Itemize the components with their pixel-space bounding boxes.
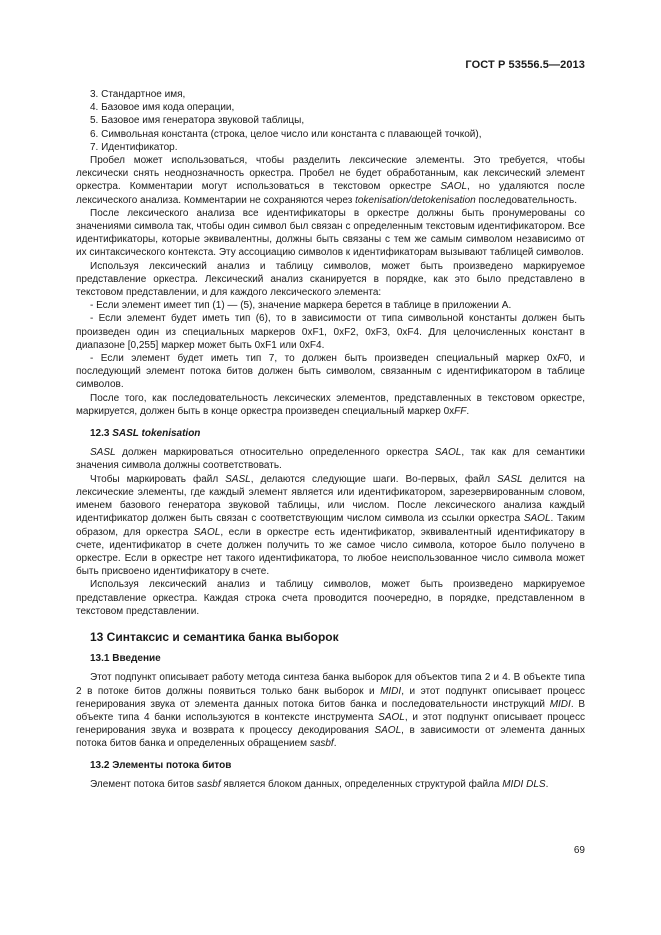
list-item: 7. Идентификатор. <box>90 141 178 153</box>
section-heading-13: 13 Синтаксис и семантика банка выборок <box>90 629 339 644</box>
rule-item: - Если элемент будет иметь тип 7, то должен быть произведен специальный маркер 0xF0, и последующий элемент потока битов должен быть символом, связанным с идентификатором в таблице символов. <box>76 353 585 391</box>
list-item: 6. Символьная константа (строка, целое число или константа с плавающей точкой), <box>90 128 482 140</box>
paragraph-sasl-3: Используя лексический анализ и таблицу символов, может быть произведено маркируемое представление оркестра. Каждая строка счета проводится поочередно, в порядке, представленном в текстовом представлении. <box>76 579 585 617</box>
list-item: 5. Базовое имя генератора звуковой таблицы, <box>90 115 305 127</box>
paragraph-introduction: Этот подпункт описывает работу метода синтеза банка выборок для объектов типа 2 и 4. В объекте типа 2 в потоке битов должны появиться только банк выборок и MIDI, и этот подпункт описывает процесс генерирования звука от элемента данных потока битов банка и последовательности инструкций MIDI. В объекте типа 4 банки используются в контексте инструмента SAOL, и этот подпункт описывает процесс генерирования звука и возврата к процессу декодирования SAOL, в зависимости от элемента данных потока битов банка и определенных обращением sasbf. <box>76 672 585 750</box>
list-item: 4. Базовое имя кода операции, <box>90 102 235 114</box>
section-heading-13-1: 13.1 Введение <box>90 653 161 665</box>
rule-item: - Если элемент имеет тип (1) — (5), значение маркера берется в таблице в приложении А. <box>90 300 512 312</box>
section-heading-12-3: 12.3 SASL tokenisation <box>90 428 201 440</box>
paragraph-end-marker: После того, как последовательность лексических элементов, представленных в текстовом оркестре, маркируется, должен быть в конце оркестра произведен специальный маркер 0xFF. <box>76 392 585 417</box>
paragraph-after-lexical-analysis: После лексического анализа все идентификаторы в оркестре должны быть пронумерованы со значениями символа так, чтобы один символ был связан с определенным текстовым идентификатором. Все идентификаторы, которые эквивалентны, должны быть связаны с тем же самым символом независимо от их синтаксического контекста. Эту ассоциацию символов к идентификаторам вызывают таблицей символов. <box>76 207 585 259</box>
document-header: ГОСТ Р 53556.5—2013 <box>465 59 585 71</box>
list-item: 3. Стандартное имя, <box>90 89 186 100</box>
paragraph-sasl-2: Чтобы маркировать файл SASL, делаются следующие шаги. Во-первых, файл SASL делится на лексические элементы, где каждый элемент является или идентификатором, зарезервированным словом, именем базового генератора звуковой таблицы, или числом. После лексического анализа каждый идентификатор должен быть связан с соответствующим числом символа из ссылки оркестра SAOL. Таким образом, для оркестра SAOL, если в оркестре есть идентификатор, эквивалентный идентификатору в счете, идентификатор в счете должен получить то же самое число символа, которое было получено в оркестре. Если в оркестре нет такого идентификатора, то любое неиспользованное число символа может быть присвоено идентификатору в счете. <box>76 473 585 578</box>
paragraph-sasl-1: SASL должен маркироваться относительно определенного оркестра SAOL, так как для семантики значения символа должны соответствовать. <box>76 447 585 472</box>
page-body <box>76 88 585 791</box>
section-heading-13-2: 13.2 Элементы потока битов <box>90 759 232 771</box>
paragraph-bitstream-elements: Элемент потока битов sasbf является блоком данных, определенных структурой файла MIDI DLS. <box>90 778 549 790</box>
paragraph-using-lexical-analysis: Используя лексический анализ и таблицу символов, может быть произведено маркируемое представление оркестра. Лексический анализ сканируется в порядке, как это было представлено в текстовом представлении, и для каждого лексического элемента: <box>76 260 585 299</box>
paragraph-whitespace: Пробел может использоваться, чтобы разделить лексические элементы. Это требуется, чтобы лексически снять неоднозначность оркестра. Пробел не будет обработанным, как лексический элемент оркестра. Комментарии могут использоваться в текстовом оркестре SAOL, но удаляются после лексического анализа. Комментарии не сохраняются через tokenisation/detokenisation последовательность. <box>76 155 585 206</box>
page-number: 69 <box>573 845 585 856</box>
rule-item: - Если элемент будет иметь тип (6), то в зависимости от типа символьной константы должен быть произведен один из специальных маркеров 0xF1, 0xF2, 0xF3, 0xF4. Для целочисленных констант в диапазоне [0,255] маркер может быть 0xF1 или 0xF4. <box>76 313 585 351</box>
